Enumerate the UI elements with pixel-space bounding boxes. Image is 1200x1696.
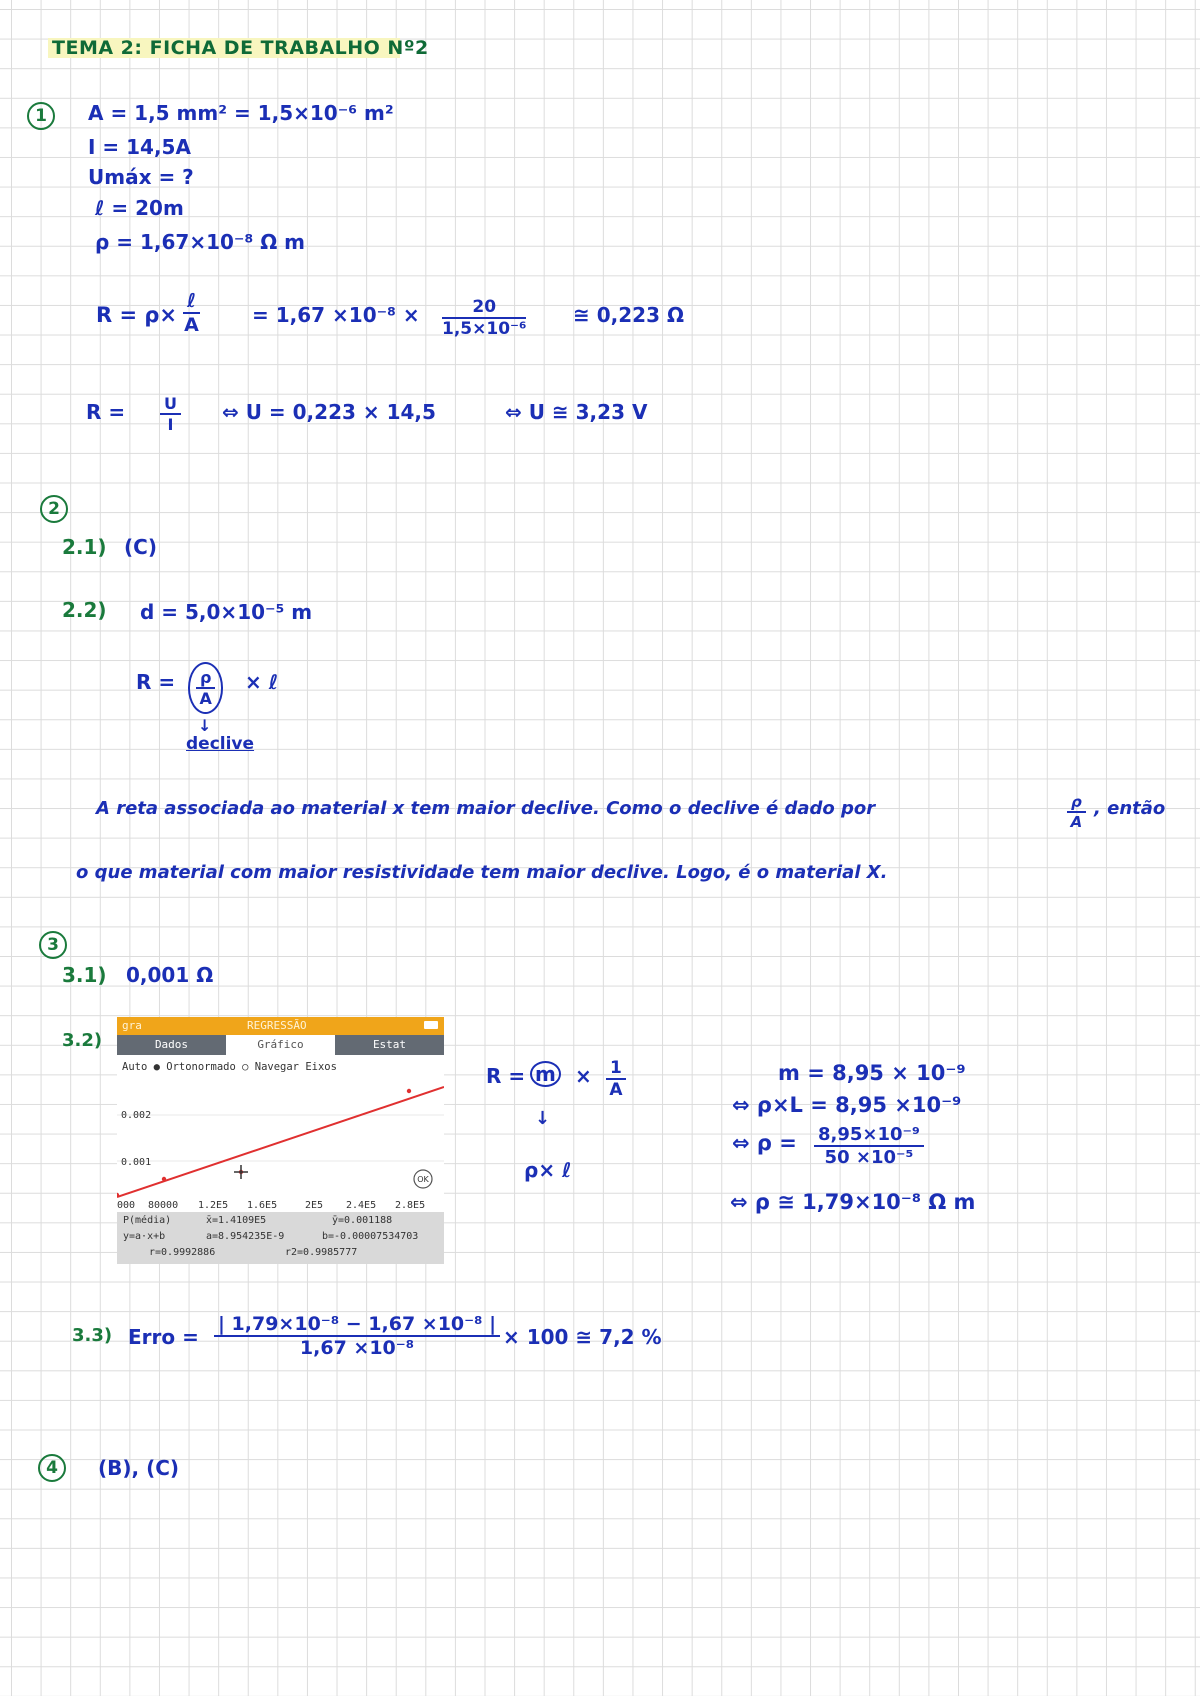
q1-current: I = 14,5A: [88, 135, 191, 159]
q3-1-label: 3.1): [62, 963, 107, 987]
calculator-stats: [117, 1212, 444, 1264]
question-2-number: 2: [40, 495, 68, 523]
q2-2-label: 2.2): [62, 598, 107, 622]
y-tick-label: 0.001: [121, 1157, 152, 1168]
q2-circled-denominator: A: [199, 689, 212, 708]
q2-explanation-line1-end: , então: [1094, 798, 1166, 819]
q3-times: ×: [575, 1064, 592, 1088]
stat-model: y=a·x+b: [123, 1231, 166, 1242]
x-tick-label: 1.2E5: [198, 1200, 229, 1211]
q3-fraction-numerator: 1: [606, 1058, 626, 1080]
q2-declive-label: declive: [186, 734, 255, 754]
q3-step-2-fraction: [814, 1124, 924, 1168]
q1-fraction-u: U: [160, 394, 181, 415]
q2-circled-fraction: [188, 662, 223, 714]
q3-step-3: ⇔ ρ ≅ 1,79×10⁻⁸ Ω m: [730, 1190, 976, 1214]
q2-circled-numerator: ρ: [196, 668, 215, 689]
q1-resistance-substitution: = 1,67 ×10⁻⁸ ×: [252, 303, 420, 327]
q3-step-2-numerator: 8,95×10⁻⁹: [814, 1124, 924, 1147]
q2-resistance-rhs: × ℓ: [245, 670, 279, 694]
x-tick-label: 000: [117, 1200, 136, 1211]
stat-r: r=0.9992886: [149, 1247, 216, 1258]
q3-m-meaning: ρ× ℓ: [524, 1158, 572, 1182]
page-title: TEMA 2: FICHA DE TRABALHO Nº2: [52, 37, 429, 59]
q2-1-answer: (C): [124, 535, 157, 559]
q2-explanation-fraction-den: A: [1070, 813, 1083, 831]
x-tick-label: 2.4E5: [346, 1200, 377, 1211]
question-3-number: 3: [39, 931, 67, 959]
q1-fraction-values-denominator: 1,5×10⁻⁶: [442, 319, 527, 339]
calculator-mode: REGRESSÃO: [247, 1019, 307, 1032]
q3-step-2-lhs: ⇔ ρ =: [732, 1131, 797, 1155]
battery-icon: [424, 1021, 438, 1029]
calculator-options: Auto ● Ortonormado ○ Navegar Eixos: [117, 1055, 444, 1079]
x-tick-label: 2E5: [305, 1200, 324, 1211]
q2-explanation-fraction: [1067, 793, 1086, 831]
tab-estat[interactable]: Estat: [335, 1035, 444, 1055]
q3-arrow-icon: ↓: [535, 1108, 551, 1129]
q3-3-label: 3.3): [72, 1325, 113, 1346]
stat-intercept: b=-0.00007534703: [322, 1231, 419, 1242]
stat-x-mean: x̄=1.4109E5: [206, 1215, 267, 1226]
q3-error-result: × 100 ≅ 7,2 %: [503, 1325, 662, 1349]
stat-r2: r2=0.9985777: [285, 1247, 358, 1258]
q1-voltage-lhs: R =: [86, 400, 126, 424]
q3-m-symbol: m: [530, 1061, 561, 1087]
tab-dados[interactable]: Dados: [117, 1035, 226, 1055]
x-tick-label: 1.6E5: [247, 1200, 278, 1211]
q2-arrow-icon: ↓: [198, 716, 212, 735]
x-tick-label: 2.8E5: [395, 1200, 426, 1211]
q1-umax: Umáx = ?: [88, 165, 194, 189]
q3-slope-value: m = 8,95 × 10⁻⁹: [778, 1061, 966, 1085]
q2-explanation-fraction-num: ρ: [1067, 793, 1086, 813]
q1-fraction-values-numerator: 20: [442, 297, 526, 319]
q3-error-fraction: [214, 1313, 500, 1359]
q2-explanation-line1: A reta associada ao material x tem maior declive. Como o declive é dado por: [96, 798, 876, 819]
q1-fraction-i: I: [167, 415, 174, 434]
q3-2-label: 3.2): [62, 1030, 103, 1051]
calculator-tabs: [117, 1035, 444, 1055]
q3-error-numerator: | 1,79×10⁻⁸ − 1,67 ×10⁻⁸ |: [214, 1313, 500, 1337]
q3-error-denominator: 1,67 ×10⁻⁸: [299, 1337, 415, 1359]
calculator-top-bar: [117, 1017, 444, 1035]
calculator-app-name: gra: [122, 1019, 142, 1032]
q1-fraction-l-over-a: [183, 290, 200, 336]
question-1-number: 1: [27, 102, 55, 130]
tab-grafico[interactable]: Gráfico: [226, 1035, 335, 1055]
data-point: [407, 1089, 411, 1093]
y-tick-label: 0.002: [121, 1110, 152, 1121]
data-points: [117, 1089, 411, 1197]
q2-resistance-lhs: R =: [136, 670, 176, 694]
q2-explanation-line2: o que material com maior resistividade tem maior declive. Logo, é o material X.: [76, 862, 888, 883]
q2-2-diameter: d = 5,0×10⁻⁵ m: [140, 600, 313, 624]
x-tick-label: 80000: [148, 1200, 179, 1211]
regression-line: [117, 1087, 444, 1197]
q3-step-2-denominator: 50 ×10⁻⁵: [824, 1147, 914, 1168]
calculator-plot: [117, 1079, 444, 1212]
q1-fraction-numerator: ℓ: [183, 290, 200, 314]
q2-1-label: 2.1): [62, 535, 107, 559]
stat-slope: a=8.954235E-9: [206, 1231, 285, 1242]
data-point: [162, 1177, 166, 1181]
q3-error-lhs: Erro =: [128, 1325, 199, 1349]
q3-circled-m: [530, 1061, 561, 1087]
q3-resistance-lhs: R =: [486, 1064, 526, 1088]
q1-fraction-denominator: A: [184, 314, 199, 336]
ok-button-label[interactable]: OK: [417, 1175, 429, 1184]
q3-fraction-one-over-a: [606, 1058, 626, 1100]
q1-fraction-u-over-i: [160, 394, 181, 434]
q4-answer: (B), (C): [98, 1456, 180, 1480]
q3-fraction-denominator: A: [609, 1080, 623, 1100]
q1-area: A = 1,5 mm² = 1,5×10⁻⁶ m²: [88, 101, 394, 125]
regression-plot: [117, 1079, 444, 1212]
q3-1-answer: 0,001 Ω: [126, 963, 214, 987]
q1-rho: ρ = 1,67×10⁻⁸ Ω m: [95, 230, 306, 254]
stat-mean-label: P(média): [123, 1215, 172, 1226]
stat-y-mean: ȳ=0.001188: [332, 1215, 393, 1226]
q1-length: ℓ = 20m: [95, 196, 184, 220]
q1-resistance-lhs: R = ρ×: [96, 303, 178, 327]
q1-resistance-result: ≅ 0,223 Ω: [573, 303, 684, 327]
q1-fraction-values: [442, 297, 526, 339]
question-4-number: 4: [38, 1454, 66, 1482]
q1-voltage-result: ⇔ U ≅ 3,23 V: [505, 400, 648, 424]
q3-step-1: ⇔ ρ×L = 8,95 ×10⁻⁹: [732, 1093, 962, 1117]
calculator-screenshot: [117, 1017, 444, 1264]
q1-voltage-equation: ⇔ U = 0,223 × 14,5: [222, 400, 436, 424]
